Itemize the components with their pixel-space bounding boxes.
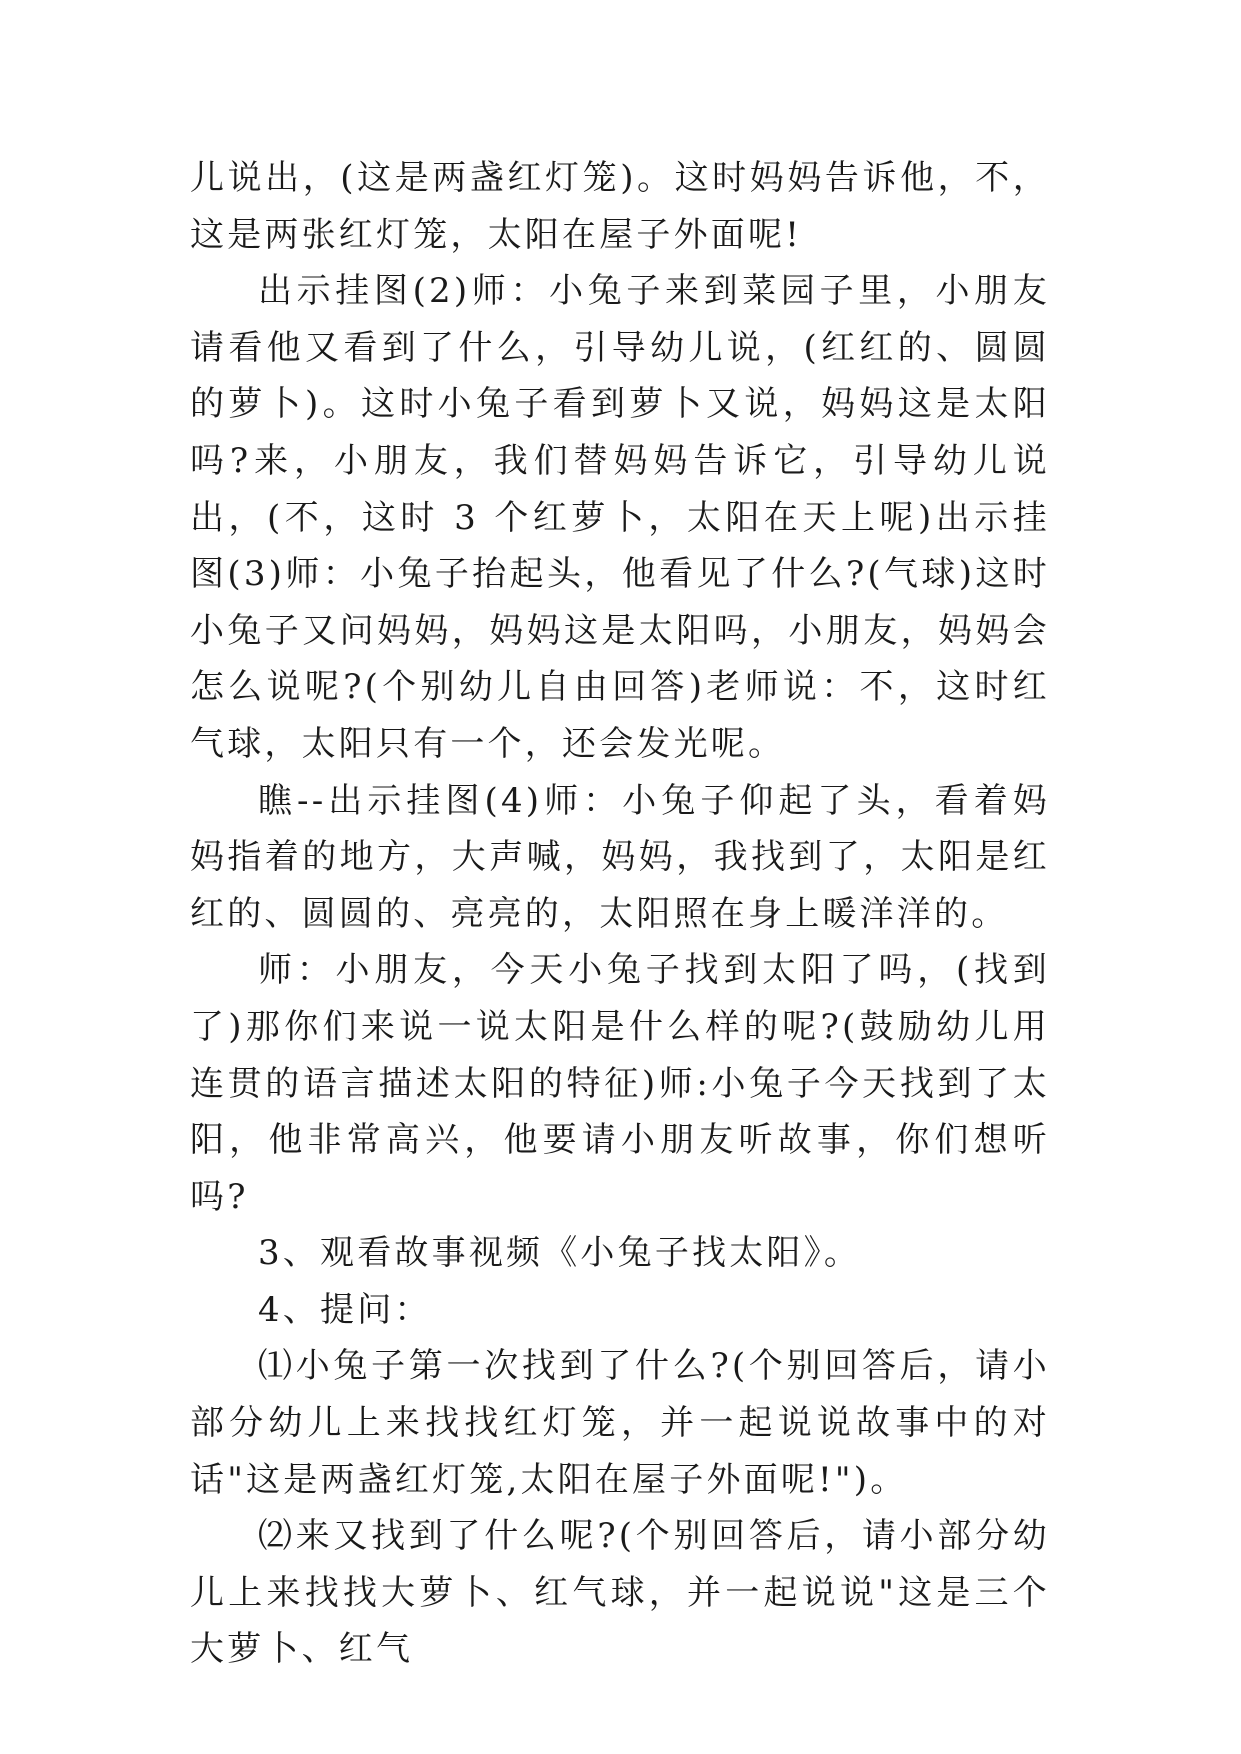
document-page	[190, 150, 1050, 1678]
paragraph: 儿说出，(这是两盏红灯笼)。这时妈妈告诉他，不，这是两张红灯笼，太阳在屋子外面呢!	[190, 158, 1050, 255]
paragraph: 4、提问：	[258, 1289, 432, 1330]
paragraph: ⑵来又找到了什么呢?(个别回答后，请小部分幼儿上来找找大萝卜、红气球，并一起说说"这是三个大萝卜、红气	[190, 1516, 1050, 1670]
paragraph: 师：小朋友，今天小兔子找到太阳了吗，(找到了)那你们来说一说太阳是什么样的呢?(鼓励幼儿用连贯的语言描述太阳的特征)师:小兔子今天找到了太阳，他非常高兴，他要请小朋友听故事，你们想听吗?	[190, 950, 1050, 1217]
paragraph: 3、观看故事视频《小兔子找太阳》。	[258, 1233, 862, 1274]
paragraph: 出示挂图(2)师：小兔子来到菜园子里，小朋友请看他又看到了什么，引导幼儿说，(红红的、圆圆的萝卜)。这时小兔子看到萝卜又说，妈妈这是太阳吗?来，小朋友，我们替妈妈告诉它，引导幼儿说出，(不，这时 3 个红萝卜，太阳在天上呢)出示挂图(3)师：小兔子抬起头，他看见了什么?(气球)这时小兔子又问妈妈，妈妈这是太阳吗，小朋友，妈妈会怎么说呢?(个别幼儿自由回答)老师说：不，这时红气球，太阳只有一个，还会发光呢。	[190, 271, 1050, 764]
paragraph: 瞧--出示挂图(4)师：小兔子仰起了头，看着妈妈指着的地方，大声喊，妈妈，我找到了，太阳是红红的、圆圆的、亮亮的，太阳照在身上暖洋洋的。	[190, 780, 1050, 934]
paragraph: ⑴小兔子第一次找到了什么?(个别回答后，请小部分幼儿上来找找红灯笼，并一起说说故事中的对话"这是两盏红灯笼,太阳在屋子外面呢!")。	[190, 1346, 1050, 1500]
